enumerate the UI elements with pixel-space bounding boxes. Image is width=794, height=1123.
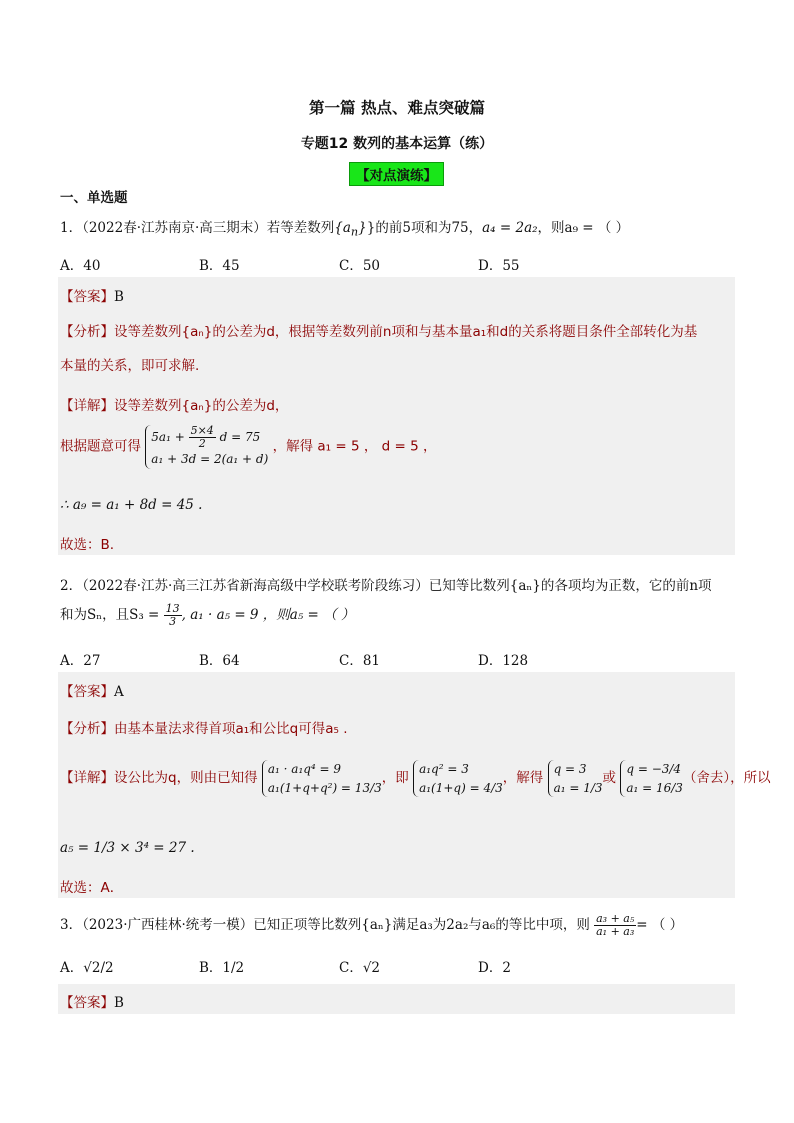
q1-option-d: D．55 [478,258,520,274]
q2-fraction [164,603,182,628]
eq-line: a₁ = 16/3 [626,780,683,795]
q3-solution-panel [58,984,735,1014]
q1-eq1-post: d = 75 [219,430,261,445]
question-2-stem-cont [60,603,354,628]
analysis-label: 【分析】 [60,721,114,737]
q3-option-b: B．1/2 [199,960,245,976]
q2-system-1 [262,760,382,797]
q1-equation-system [145,425,268,469]
analysis-label: 【分析】 [60,324,114,340]
q1-eq1-pre: 5a₁ + [151,430,185,445]
q1-seq: $\{a_n\}$ [334,220,367,239]
answer-label: 【答案】 [60,684,114,700]
q1-answer [60,285,124,305]
answer-label: 【答案】 [60,995,114,1011]
fraction-num: a₃ + a₅ [596,912,635,925]
eq-line: a₁(1+q+q²) = 13/3 [267,780,382,795]
detail-text: 设公比为q，则由已知得 [114,770,258,787]
eq-line: a₁(1+q) = 4/3 [419,780,503,795]
q1-analysis-cont: 本量的关系，即可求解. [60,358,200,374]
fraction-den: 2 [198,437,206,451]
q2-option-a: A．27 [60,653,101,669]
q2-system-3 [548,760,603,797]
q2-stem-post: , a₁ · a₅ = 9 ，则a₅ = （ ） [181,607,355,624]
page-title: 第一篇 热点、难点突破篇 [309,99,485,117]
eq-line: a₁ = 1/3 [553,780,603,795]
question-3-stem [60,913,683,938]
q2-connector-1: ，即 [381,770,409,787]
analysis-text: 由基本量法求得首项a₁和公比q可得a₅ . [114,721,348,737]
fraction-num: 13 [165,602,180,615]
fraction-den: a₁ + a₃ [596,925,635,939]
detail-label: 【详解】 [60,770,114,787]
q1-solve-result: ，解得 a₁ = 5 ， d = 5 ， [272,438,437,455]
q2-answer [60,680,124,700]
q2-result: a₅ = 1/3 × 3⁴ = 27 . [60,840,195,856]
answer-label: 【答案】 [60,289,114,305]
q2-conclusion: 故选：A． [60,880,124,896]
eq-line: a₁q² = 3 [419,762,469,776]
q2-option-d: D．128 [478,653,529,669]
detail-text: 设等差数列{aₙ}的公差为d， [114,398,289,414]
q1-analysis [60,320,697,340]
q2-detail [60,760,771,797]
answer-value: A [114,684,124,700]
q3-option-d: D．2 [478,960,511,976]
analysis-text: 设等差数列{aₙ}的公差为d，根据等差数列前n项和与基本量a₁和d的关系将题目条件全部转化为基 [114,324,698,340]
q3-stem-pre: 3．（2023·广西桂林·统考一模）已知正项等比数列{aₙ}满足a₃为2a₂与a₆的等比中项，则 [60,917,590,934]
answer-value: B [114,995,124,1011]
q2-detail-post: （舍去），所以 [682,770,771,787]
q2-option-c: C．81 [339,653,381,669]
q2-system-2 [413,760,503,797]
q2-option-b: B．64 [199,653,240,669]
q1-stem-c: a₄ = 2a₂ [482,220,538,236]
q1-eq2: a₁ + 3d = 2(a₁ + d) [151,452,269,467]
q1-conclusion: 故选：B. [60,537,115,553]
q3-fraction [594,913,636,938]
q1-solution-panel [58,277,735,555]
q2-connector-2: ，解得 [502,770,544,787]
q2-analysis [60,717,348,737]
q3-option-a: A．√2/2 [60,960,114,976]
eq-line: q = −3/4 [626,762,682,776]
detail-label: 【详解】 [60,398,114,414]
q2-stem-pre: 和为Sₙ，且S₃ = [60,607,160,624]
eq-line: q = 3 [553,762,587,776]
q1-system [60,425,436,469]
q3-stem-post: = （ ） [636,917,684,934]
question-1-stem [60,216,629,239]
section-banner: 【对点演练】 [349,162,444,186]
q1-final-calc: ∴ a₉ = a₁ + 8d = 45 . [60,497,203,513]
q1-stem-b: }的前5项和为75， [366,220,483,236]
q1-option-c: C．50 [339,258,381,274]
q1-stem-d: ，则a₉ = （ ） [537,220,630,236]
answer-value: B [114,289,124,305]
q3-answer [60,991,124,1011]
q1-stem-a: 1．（2022春·江苏南京·高三期末）若等差数列 [60,220,335,236]
q2-system-4 [620,760,683,797]
q1-eq1-fraction [189,425,216,450]
section-heading: 一、单选题 [60,190,128,206]
q2-connector-3: 或 [602,770,617,787]
q3-option-c: C．√2 [339,960,381,976]
q1-option-a: A．40 [60,258,101,274]
q1-option-b: B．45 [199,258,240,274]
q1-detail [60,394,288,414]
eq-line: a₁ · a₁q⁴ = 9 [267,762,342,776]
fraction-den: 3 [169,615,177,629]
question-2-stem: 2．（2022春·江苏·高三江苏省新海高级中学校联考阶段练习）已知等比数列{aₙ}的各项均为正数，它的前n项 [60,578,712,594]
fraction-num: 5×4 [190,424,214,437]
q1-system-intro: 根据题意可得 [60,438,141,455]
page-subtitle: 专题12 数列的基本运算（练） [300,136,494,152]
